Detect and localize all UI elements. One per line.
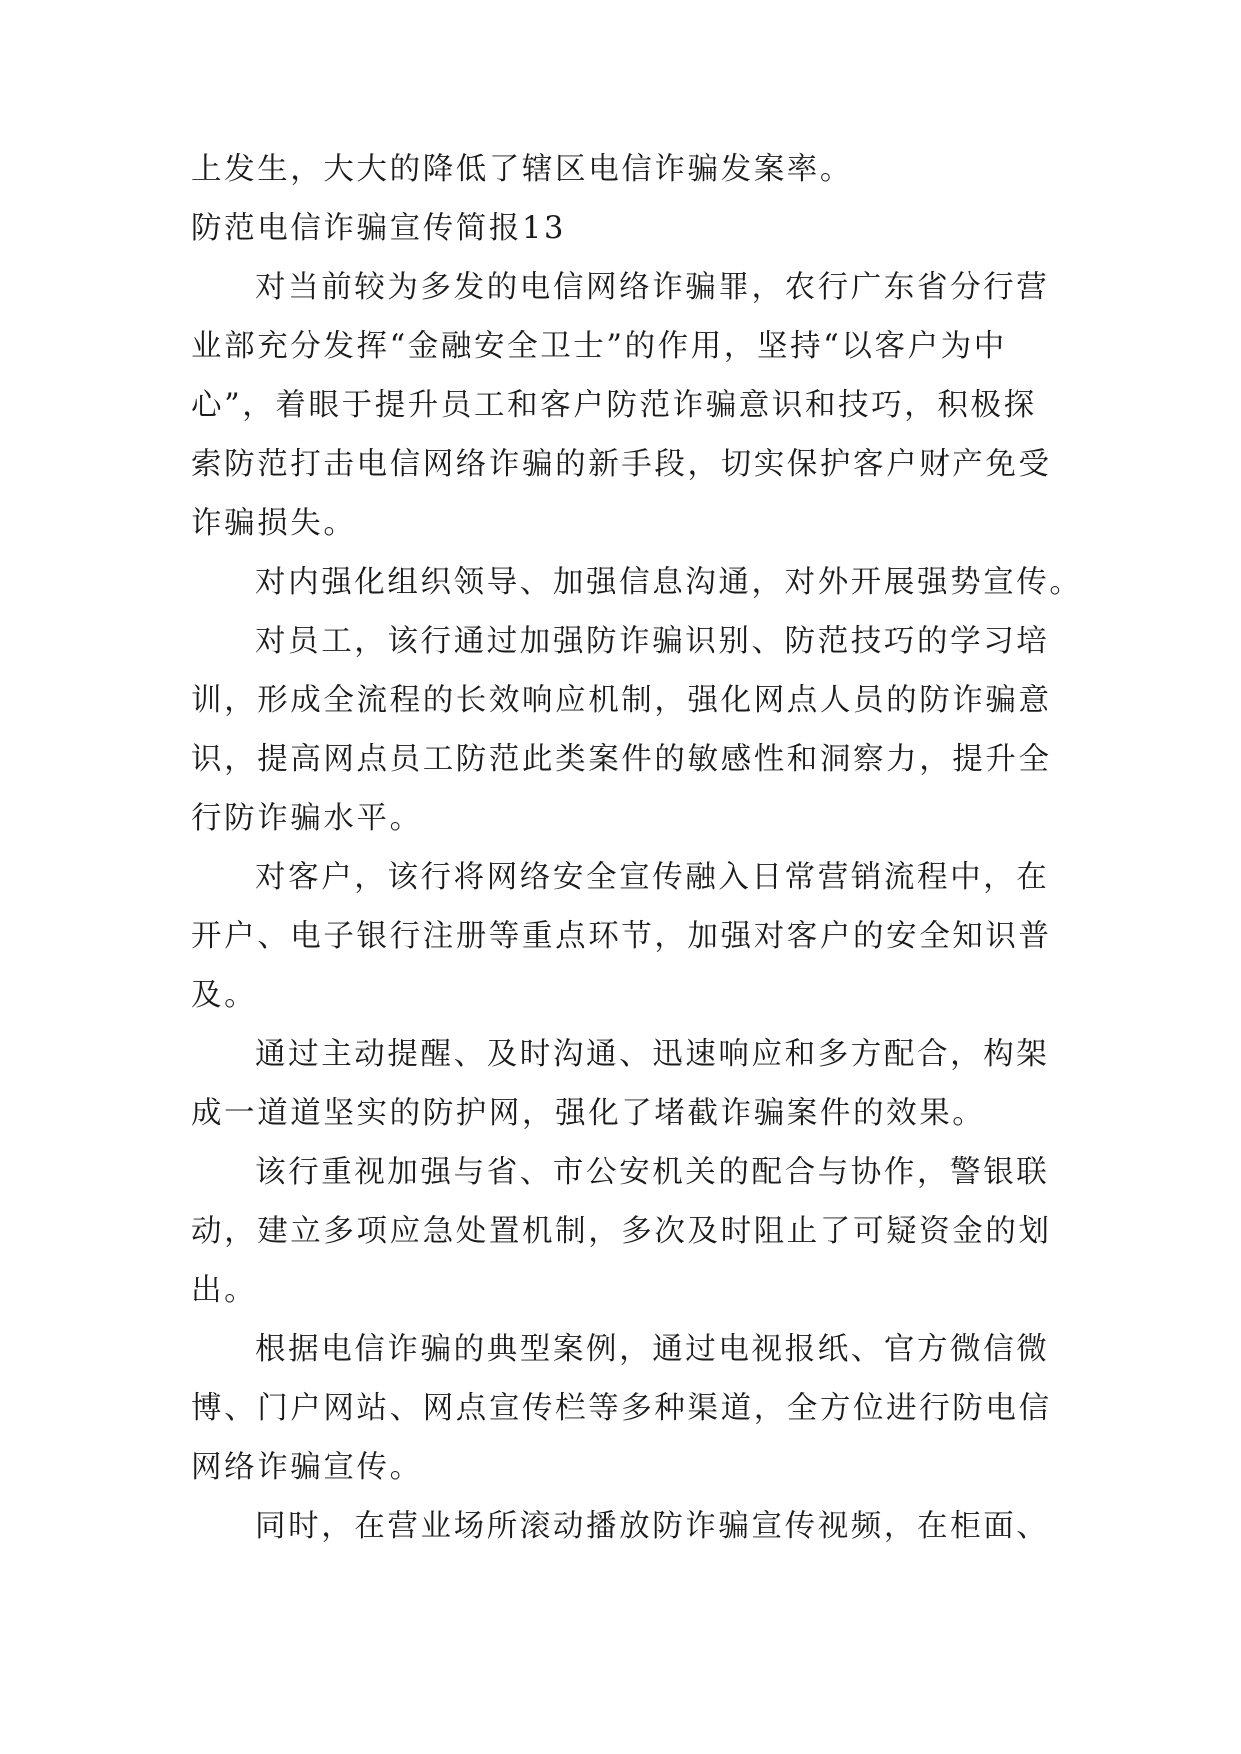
paragraph-line: 该行重视加强与省、市公安机关的配合与协作，警银联 bbox=[255, 1155, 1050, 1190]
paragraph-line: 训，形成全流程的长效响应机制，强化网点人员的防诈骗意 bbox=[191, 683, 1052, 718]
text-line: 上发生，大大的降低了辖区电信诈骗发案率。 bbox=[191, 152, 853, 187]
paragraph-line: 同时，在营业场所滚动播放防诈骗宣传视频，在柜面、 bbox=[255, 1509, 1050, 1544]
paragraph-line: 开户、电子银行注册等重点环节，加强对客户的安全知识普 bbox=[191, 919, 1052, 954]
paragraph-line: 及。 bbox=[191, 978, 258, 1013]
paragraph-line: 出。 bbox=[191, 1273, 258, 1308]
paragraph-line: 动，建立多项应急处置机制，多次及时阻止了可疑资金的划 bbox=[191, 1214, 1052, 1249]
section-heading: 防范电信诈骗宣传简报13 bbox=[191, 211, 567, 246]
paragraph-line: 行防诈骗水平。 bbox=[191, 801, 423, 836]
paragraph-line: 对内强化组织领导、加强信息沟通，对外开展强势宣传。 bbox=[255, 565, 1083, 600]
paragraph-line: 识，提高网点员工防范此类案件的敏感性和洞察力，提升全 bbox=[191, 742, 1052, 777]
paragraph-line: 业部充分发挥“金融安全卫士”的作用，坚持“以客户为中 bbox=[191, 329, 1007, 364]
paragraph-line: 网络诈骗宣传。 bbox=[191, 1450, 423, 1485]
paragraph-line: 对员工，该行通过加强防诈骗识别、防范技巧的学习培 bbox=[255, 624, 1050, 659]
paragraph-line: 索防范打击电信网络诈骗的新手段，切实保护客户财产免受 bbox=[191, 447, 1052, 482]
paragraph-line: 对客户，该行将网络安全宣传融入日常营销流程中，在 bbox=[255, 860, 1050, 895]
paragraph-line: 成一道道坚实的防护网，强化了堵截诈骗案件的效果。 bbox=[191, 1096, 986, 1131]
paragraph-line: 心”，着眼于提升员工和客户防范诈骗意识和技巧，积极探 bbox=[191, 388, 1037, 423]
paragraph-line: 根据电信诈骗的典型案例，通过电视报纸、官方微信微 bbox=[255, 1332, 1050, 1367]
paragraph-line: 通过主动提醒、及时沟通、迅速响应和多方配合，构架 bbox=[255, 1037, 1050, 1072]
paragraph-line: 博、门户网站、网点宣传栏等多种渠道，全方位进行防电信 bbox=[191, 1391, 1052, 1426]
paragraph-line: 对当前较为多发的电信网络诈骗罪，农行广东省分行营 bbox=[255, 270, 1050, 305]
paragraph-line: 诈骗损失。 bbox=[191, 506, 357, 541]
